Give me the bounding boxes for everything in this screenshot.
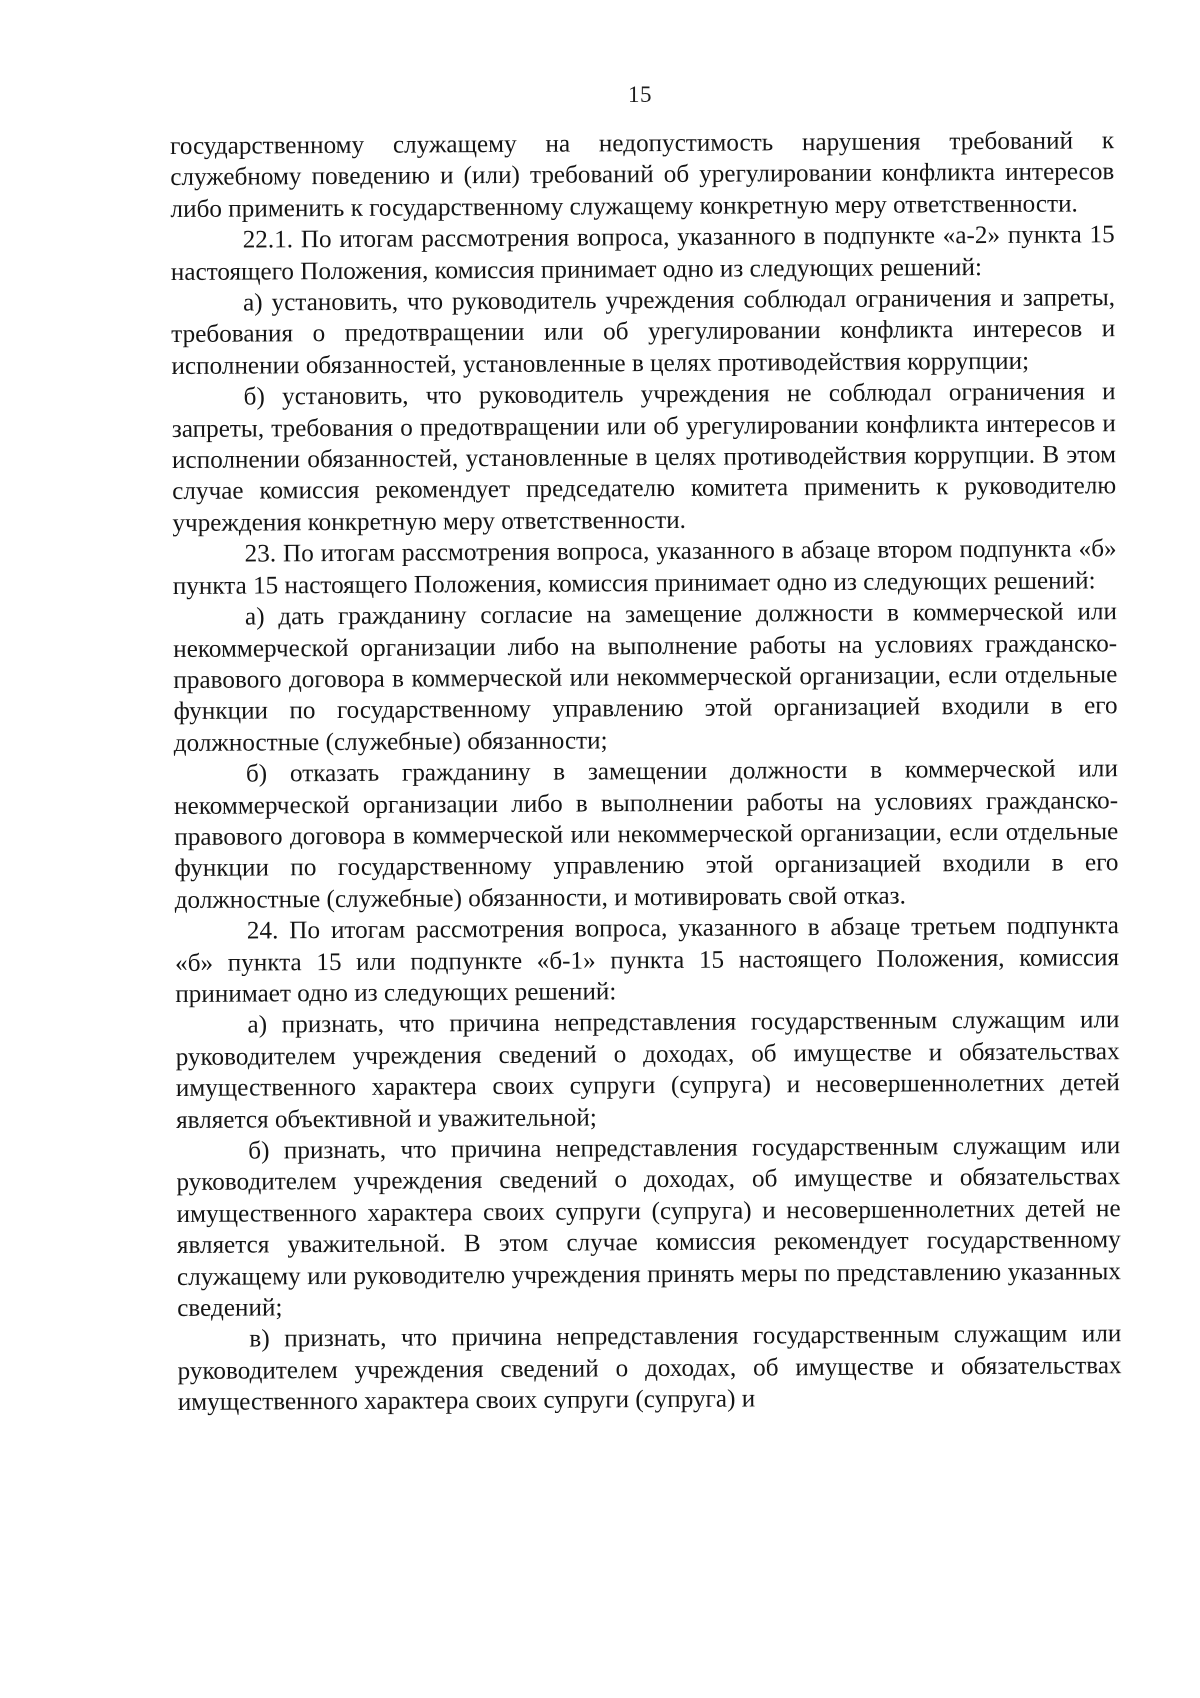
paragraph-item-22-1-a: а) установить, что руководитель учреждения соблюдал ограничения и запреты, требования о предотвращении или об урегулировании конфликта интересов и исполнении обязанностей, установленные в целях противодействия коррупции; [171,284,1116,380]
paragraph-item-24-b: б) признать, что причина непредставления государственным служащим или руководителем учреждения сведений о доходах, об имуществе и обязательствах имущественного характера своих супруги (супруга) и несовершеннолетних детей не является уважительной. В этом случае комиссия рекомендует государственному служащему или руководителю учреждения принять меры по представлению указанных сведений; [176,1132,1122,1323]
paragraph-clause-22-1: 22.1. По итогам рассмотрения вопроса, указанного в подпункте «а-2» пункта 15 настоящего Положения, комиссия принимает одно из следующих решений: [170,221,1115,286]
paragraph-clause-23: 23. По итогам рассмотрения вопроса, указанного в абзаце втором подпункта «б» пункта 15 настоящего Положения, комиссия принимает одно из следующих решений: [172,535,1117,600]
paragraph-item-23-a: а) дать гражданину согласие на замещение должности в коммерческой или некоммерческой организации либо на выполнение работы на условиях гражданско-правового договора в коммерческой или некоммерческой организации, если отдельные функции по государственному управлению этой организацией входили в его должностные (служебные) обязанности; [173,598,1118,757]
paragraph-clause-24: 24. По итогам рассмотрения вопроса, указанного в абзаце третьем подпункта «б» пункта 15 или подпункте «б-1» пункта 15 настоящего Положения, комиссия принимает одно из следующих решений: [175,912,1120,1008]
document-body [170,125,1122,1418]
paragraph-continuation: государственному служащему на недопустимость нарушения требований к служебному поведению и (или) требований об урегулировании конфликта интересов либо применить к государственному служащему конкретную меру ответственности. [170,127,1115,223]
paragraph-item-24-v: в) признать, что причина непредставления государственным служащим или руководителем учреждения сведений о доходах, об имуществе и обязательствах имущественного характера своих супруги (супруга) и [177,1320,1122,1417]
paragraph-item-24-a: а) признать, что причина непредставления государственным служащим или руководителем учреждения сведений о доходах, об имуществе и обязательствах имущественного характера своих супруги (супруга) и несовершеннолетних детей является объективной и уважительной; [175,1006,1120,1134]
paragraph-item-22-1-b: б) установить, что руководитель учреждения не соблюдал ограничения и запреты, требования о предотвращении или об урегулировании конфликта интересов и исполнении обязанностей, установленные в целях противодействия коррупции. В этом случае комиссия рекомендует председателю комитета применить к руководителю учреждения конкретную меру ответственности. [171,378,1117,537]
paragraph-item-23-b: б) отказать гражданину в замещении должности в коммерческой или некоммерческой организации либо в выполнении работы на условиях гражданско-правового договора в коммерческой или некоммерческой организации, если отдельные функции по государственному управлению этой организацией входили в его должностные (служебные) обязанности, и мотивировать свой отказ. [174,755,1119,914]
page-number: 15 [628,82,652,107]
